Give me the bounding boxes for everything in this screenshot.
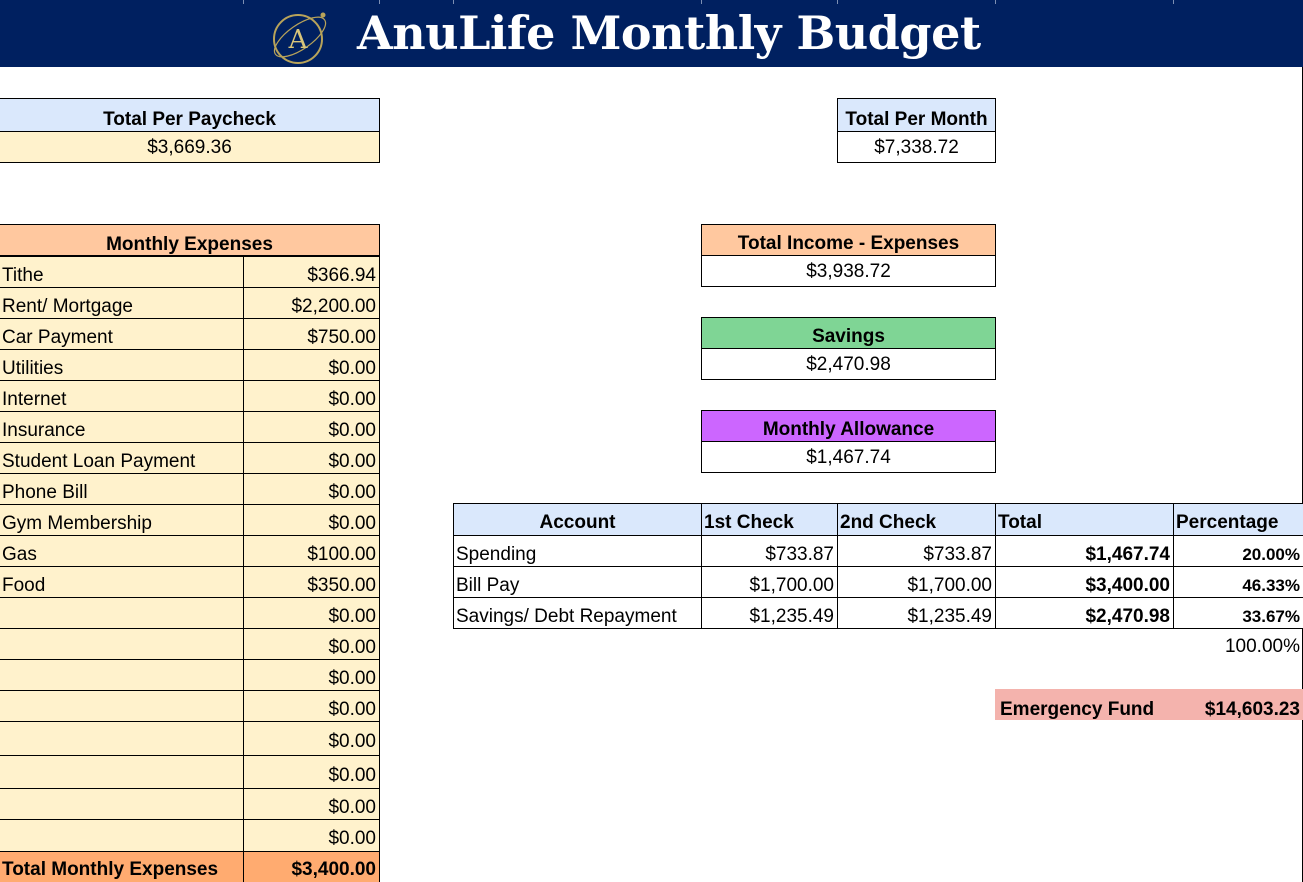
savings-value[interactable]: $2,470.98 bbox=[701, 348, 996, 380]
expenses-header: Monthly Expenses bbox=[0, 224, 380, 256]
first-check-amount[interactable]: $1,235.49 bbox=[701, 597, 838, 629]
second-check-amount[interactable]: $733.87 bbox=[837, 535, 996, 567]
total-expenses-value[interactable]: $3,400.00 bbox=[243, 851, 380, 882]
account-total[interactable]: $3,400.00 bbox=[995, 566, 1174, 598]
expense-name[interactable]: Gym Membership bbox=[0, 504, 244, 536]
expense-name[interactable] bbox=[0, 659, 244, 691]
expense-amount[interactable]: $0.00 bbox=[243, 659, 380, 691]
expense-name[interactable]: Phone Bill bbox=[0, 473, 244, 505]
expense-amount[interactable]: $0.00 bbox=[243, 721, 380, 756]
account-total[interactable]: $1,467.74 bbox=[995, 535, 1174, 567]
paycheck-value[interactable]: $3,669.36 bbox=[0, 131, 380, 163]
second-check-amount[interactable]: $1,235.49 bbox=[837, 597, 996, 629]
expense-amount[interactable]: $0.00 bbox=[243, 473, 380, 505]
expense-amount[interactable]: $0.00 bbox=[243, 628, 380, 660]
expense-amount[interactable]: $0.00 bbox=[243, 597, 380, 629]
expense-name[interactable] bbox=[0, 788, 244, 820]
expense-amount[interactable]: $366.94 bbox=[243, 256, 380, 288]
expense-name[interactable]: Student Loan Payment bbox=[0, 442, 244, 474]
second-check-amount[interactable]: $1,700.00 bbox=[837, 566, 996, 598]
expense-amount[interactable]: $350.00 bbox=[243, 566, 380, 598]
per-month-value[interactable]: $7,338.72 bbox=[837, 131, 996, 163]
expense-amount[interactable]: $0.00 bbox=[243, 411, 380, 443]
allowance-value[interactable]: $1,467.74 bbox=[701, 441, 996, 473]
account-name[interactable]: Spending bbox=[453, 535, 702, 567]
account-percentage[interactable]: 46.33% bbox=[1173, 566, 1303, 598]
account-percentage[interactable]: 20.00% bbox=[1173, 535, 1303, 567]
logo-letter: A bbox=[288, 25, 308, 55]
anulife-logo-icon bbox=[268, 8, 330, 66]
emergency-fund-row bbox=[995, 689, 1303, 720]
accounts-header-second-check: 2nd Check bbox=[837, 503, 996, 536]
expense-name[interactable]: Gas bbox=[0, 535, 244, 567]
percentage-total: 100.00% bbox=[1224, 636, 1300, 657]
allowance-label: Monthly Allowance bbox=[701, 410, 996, 442]
expense-amount[interactable]: $0.00 bbox=[243, 380, 380, 412]
expense-name[interactable] bbox=[0, 755, 244, 789]
expense-amount[interactable]: $0.00 bbox=[243, 690, 380, 722]
expense-name[interactable]: Internet bbox=[0, 380, 244, 412]
first-check-amount[interactable]: $733.87 bbox=[701, 535, 838, 567]
expense-name[interactable]: Car Payment bbox=[0, 318, 244, 350]
header-banner bbox=[0, 0, 1303, 67]
expense-name[interactable] bbox=[0, 819, 244, 852]
accounts-header-account: Account bbox=[453, 503, 702, 536]
expense-amount[interactable]: $750.00 bbox=[243, 318, 380, 350]
expense-amount[interactable]: $0.00 bbox=[243, 442, 380, 474]
expense-name[interactable] bbox=[0, 690, 244, 722]
page-title: AnuLife Monthly Budget bbox=[357, 6, 981, 60]
first-check-amount[interactable]: $1,700.00 bbox=[701, 566, 838, 598]
accounts-header-total: Total bbox=[995, 503, 1174, 536]
expense-name[interactable] bbox=[0, 628, 244, 660]
account-total[interactable]: $2,470.98 bbox=[995, 597, 1174, 629]
paycheck-label: Total Per Paycheck bbox=[0, 98, 380, 132]
expense-amount[interactable]: $0.00 bbox=[243, 819, 380, 852]
savings-label: Savings bbox=[701, 317, 996, 349]
expense-name[interactable]: Utilities bbox=[0, 349, 244, 381]
expense-name[interactable]: Food bbox=[0, 566, 244, 598]
accounts-header-percentage: Percentage bbox=[1173, 503, 1303, 536]
expense-amount[interactable]: $0.00 bbox=[243, 349, 380, 381]
expense-name[interactable] bbox=[0, 597, 244, 629]
accounts-header-first-check: 1st Check bbox=[701, 503, 838, 536]
total-expenses-label: Total Monthly Expenses bbox=[0, 851, 244, 882]
emergency-fund-value[interactable]: $14,603.23 bbox=[1204, 699, 1300, 720]
expense-amount[interactable]: $0.00 bbox=[243, 755, 380, 789]
income-minus-expenses-value[interactable]: $3,938.72 bbox=[701, 255, 996, 287]
account-name[interactable]: Savings/ Debt Repayment bbox=[453, 597, 702, 629]
expense-amount[interactable]: $100.00 bbox=[243, 535, 380, 567]
income-minus-expenses-label: Total Income - Expenses bbox=[701, 224, 996, 256]
expense-name[interactable]: Tithe bbox=[0, 256, 244, 288]
per-month-label: Total Per Month bbox=[837, 98, 996, 132]
account-name[interactable]: Bill Pay bbox=[453, 566, 702, 598]
expense-amount[interactable]: $2,200.00 bbox=[243, 287, 380, 319]
expense-amount[interactable]: $0.00 bbox=[243, 788, 380, 820]
emergency-fund-label: Emergency Fund bbox=[1000, 699, 1155, 720]
expense-name[interactable]: Rent/ Mortgage bbox=[0, 287, 244, 319]
expense-amount[interactable]: $0.00 bbox=[243, 504, 380, 536]
expense-name[interactable] bbox=[0, 721, 244, 756]
expense-name[interactable]: Insurance bbox=[0, 411, 244, 443]
account-percentage[interactable]: 33.67% bbox=[1173, 597, 1303, 629]
